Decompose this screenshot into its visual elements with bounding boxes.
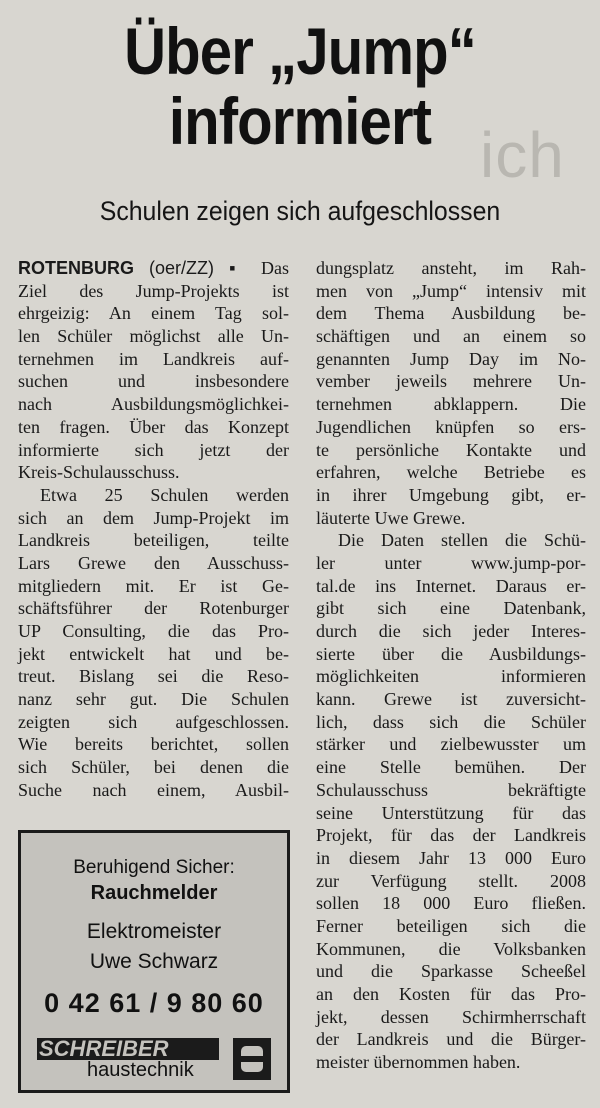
article-line: Ziel des Jump-Projekts ist <box>18 280 289 301</box>
article-line: Landkreis beteiligen, teilte <box>18 530 289 551</box>
article-line: und die Sparkasse Scheeßel <box>316 961 586 982</box>
article-line: Kreis-Schulausschuss. <box>18 462 180 483</box>
headline <box>36 16 564 156</box>
article-line: sich Schüler, bei denen die <box>18 757 289 778</box>
article-line: ler unter www.jump-por- <box>316 552 586 573</box>
article-line: ternehmen abklappern. Die <box>316 394 586 415</box>
article-line: ten fragen. Über das Konzept <box>18 416 289 437</box>
subheadline: Schulen zeigen sich aufgeschlossen <box>99 196 501 226</box>
article-line: jekt, dessen Schirmherrschaft <box>316 1006 586 1027</box>
article-line: Wie bereits berichtet, sollen <box>18 734 289 755</box>
article-line: vember jeweils mehrere Un- <box>316 371 586 392</box>
ad-tagline: Beruhigend Sicher: <box>73 857 235 878</box>
article-line: lich, dass sich die Schüler <box>316 711 586 732</box>
article-line: möglichkeiten informieren <box>316 666 586 687</box>
ad-brand-subtitle: haustechnik <box>87 1059 194 1081</box>
article-line: zur Verfügung stellt. 2008 <box>316 870 586 891</box>
article-line: in diesem Jahr 13 000 Euro <box>316 847 586 868</box>
source-tag: (oer/ZZ) <box>149 258 215 278</box>
article-line: tal.de ins Internet. Daraus er- <box>316 575 586 596</box>
headline-line-1: Über „Jump“ <box>124 14 476 88</box>
article-line: durch die sich jeder Interes- <box>316 621 586 641</box>
article-line: dungsplatz ansteht, im Rah- <box>316 258 586 278</box>
article-line: ehrgeizig: An einem Tag sol- <box>18 303 289 324</box>
article-column-right <box>316 257 586 1074</box>
article-column-left <box>18 257 289 802</box>
article-line: seine Unterstützung für das <box>316 802 586 823</box>
ad-profession: Elektromeister <box>86 920 222 943</box>
article-line: meister übernommen haben. <box>316 1052 521 1073</box>
article-line: gibt sich eine Datenbank, <box>316 598 586 619</box>
article-line: Kommunen, die Volksbanken <box>316 938 586 959</box>
article-line: an den Kosten für das Pro- <box>316 984 586 1004</box>
article-line: Ferner beteiligen sich die <box>316 915 586 936</box>
article-line: sierte über die Ausbildungs- <box>316 643 586 664</box>
article-line: suchen und insbesondere <box>18 371 289 392</box>
logo-emblem-icon <box>233 1038 271 1080</box>
ad-phone-number: 0 42 61 / 9 80 60 <box>44 988 264 1018</box>
article-line: treut. Bislang sei die Reso- <box>18 666 289 687</box>
article-line: jekt entwickelt hat und be- <box>18 643 289 664</box>
advertisement-box <box>18 830 290 1093</box>
article-line: Projekt, für das der Landkreis <box>316 825 586 846</box>
bleed-through-decoration: ich <box>480 119 565 191</box>
article-line: schäftigen und an einem so <box>316 326 586 347</box>
article-line: Jugendlichen knüpfen so ers- <box>316 416 586 437</box>
article-line: zeigten sich aufgeschlossen. <box>18 711 289 732</box>
article-line: eine Stelle bemühen. Der <box>316 757 586 778</box>
article-line: kann. Grewe ist zuversicht- <box>316 689 586 710</box>
article-line: sich an dem Jump-Projekt im <box>18 507 289 528</box>
article-line: Suche nach einem, Ausbil- <box>18 779 289 800</box>
article-line: Lars Grewe den Ausschuss- <box>18 552 289 573</box>
article-line: stärker und zielbewusster um <box>316 734 586 755</box>
article-line: Etwa 25 Schulen werden <box>40 484 289 505</box>
article-line: men von „Jump“ intensiv mit <box>316 280 586 301</box>
article-line: in ihrer Umgebung gibt, er- <box>316 484 586 505</box>
article-line: nach Ausbildungsmöglichkei- <box>18 394 289 415</box>
article-line: läuterte Uwe Grewe. <box>316 507 466 528</box>
article-line: UP Consulting, die das Pro- <box>18 621 289 641</box>
article-line: Die Daten stellen die Schü- <box>338 530 586 551</box>
ad-person-name: Uwe Schwarz <box>89 950 219 973</box>
article-line: der Landkreis und die Bürger- <box>316 1029 586 1050</box>
headline-line-2: informiert <box>168 84 432 158</box>
article-line: Schulausschuss bekräftigte <box>316 779 586 800</box>
article-line: mitgliedern mit. Er ist Ge- <box>18 575 289 596</box>
article-first-line <box>18 257 289 280</box>
article-line: erfahren, welche Betriebe es <box>316 462 586 483</box>
article-line: sollen 18 000 Euro fließen. <box>316 893 586 914</box>
bullet-mark: ▪ <box>229 258 246 278</box>
article-line: schäftsführer der Rotenburger <box>18 598 289 619</box>
article-line: Das <box>261 258 290 278</box>
article-line: informierte sich jetzt der <box>18 439 289 460</box>
article-line: te persönliche Kontakte und <box>316 439 586 460</box>
article-line: len Schüler möglichst alle Un- <box>18 326 289 347</box>
ad-company-logo <box>37 1038 275 1082</box>
article-line: nanz sehr gut. Die Schulen <box>18 689 289 710</box>
ad-brand-name: SCHREIBER <box>37 1038 219 1060</box>
article-line: dem Thema Ausbildung be- <box>316 303 586 324</box>
ad-product: Rauchmelder <box>90 882 218 904</box>
article-line: ternehmen im Landkreis auf- <box>18 348 289 369</box>
dateline: ROTENBURG <box>18 258 134 278</box>
article-line: genannten Jump Day im No- <box>316 348 586 369</box>
